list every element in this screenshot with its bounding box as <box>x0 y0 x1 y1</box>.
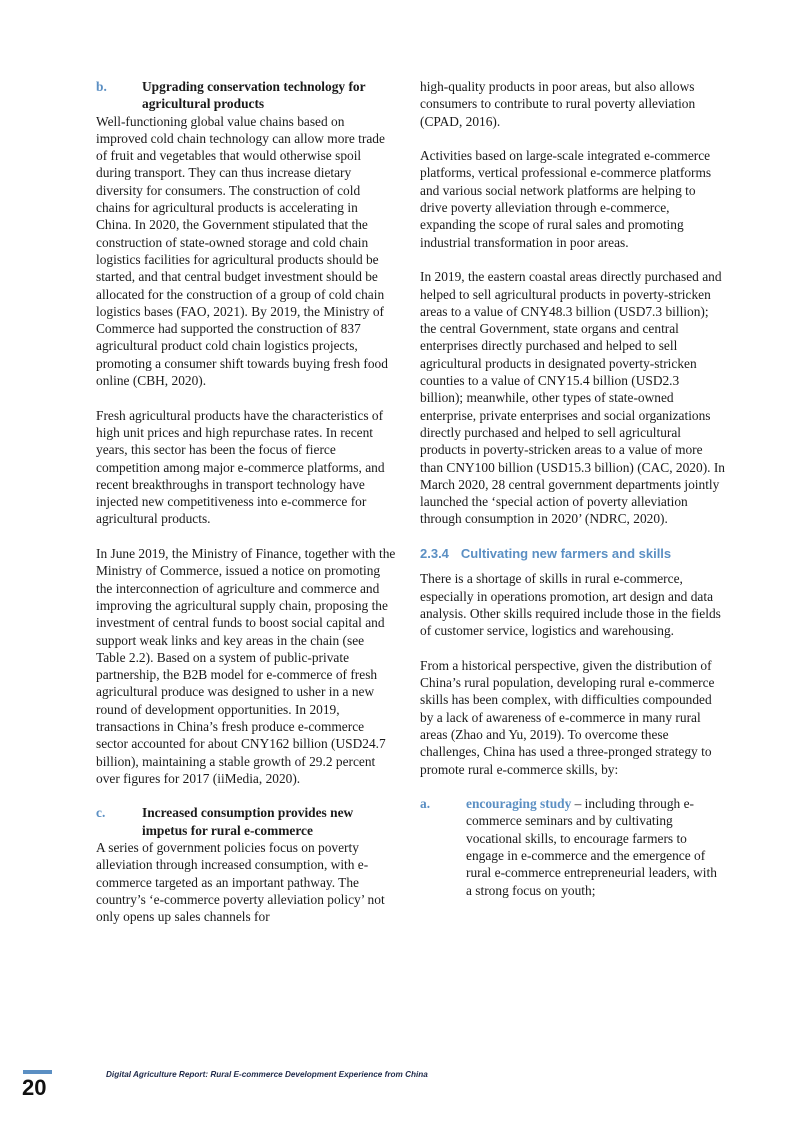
list-item <box>420 795 725 899</box>
section-b-title: Upgrading conservation technology for agricultural products <box>142 79 366 112</box>
paragraph: Fresh agricultural products have the characteristics of high unit prices and high repurchase rates. In recent years, this sector has been the focus of fierce competition among major e-commerce platforms, and recent breakthroughs in transport technology have injected new competitiveness into e-commerce for agricultural products. <box>96 407 385 527</box>
paragraph: In 2019, the eastern coastal areas directly purchased and helped to sell agricultural products in poverty-stricken areas to a value of CNY48.3 billion (USD7.3 billion); the central Government, state organs and central enterprises directly purchased and helped to sell agricultural products in designated poverty-stricken counties to a value of CNY15.4 billion (USD2.3 billion); meanwhile, other types of state-owned enterprise, private enterprises and social organizations directly purchased and helped to sell agricultural products in poverty-stricken areas to a value of more than CNY100 billion (USD15.3 billion) (CAC, 2020). In March 2020, 28 central government departments jointly launched the ‘special action of poverty alleviation through consumption in 2020’ (NDRC, 2020). <box>420 269 726 527</box>
section-title: Cultivating new farmers and skills <box>460 546 672 562</box>
section-b-heading <box>96 78 396 113</box>
section-number: 2.3.4 <box>420 546 449 562</box>
list-item-lead: encouraging study <box>466 796 572 812</box>
section-c-letter: c. <box>96 805 106 821</box>
paragraph: Well-functioning global value chains based on improved cold chain technology can allow more trade of fruit and vegetables that would otherwise spoil during transport. They can thus increase dietary diversity for consumers. The construction of cold chains for agricultural products is accelerating in China. In 2020, the Government stipulated that the construction of state-owned storage and cold chain logistics facilities for agricultural products should be started, and that central budget investment should be allocated for the construction of a group of cold chain logistics bases (FAO, 2021). By 2019, the Ministry of Commerce had supported the construction of 837 agricultural product cold chain logistics projects, promoting a consumer shift towards buying fresh food online (CBH, 2020). <box>96 113 388 389</box>
paragraph: In June 2019, the Ministry of Finance, together with the Ministry of Commerce, issued a notice on promoting the interconnection of agriculture and commerce and improving the agricultural supply chain, proposing the investment of central funds to boost social capital and support weak links and key areas in the chain (see Table 2.2). Based on a system of public-private partnership, the B2B model for e-commerce of fresh agricultural produce was designed to usher in a new round of development opportunities. In 2019, transactions in China’s fresh produce e-commerce sector accounted for about CNY162 billion (USD24.7 billion), maintaining a stable growth of 29.2 percent over figures for 2017 (iiMedia, 2020). <box>96 546 396 786</box>
paragraph: high-quality products in poor areas, but also allows consumers to contribute to rural poverty alleviation (CPAD, 2016). <box>420 79 696 129</box>
footer-accent-bar <box>23 1070 52 1074</box>
section-c-heading <box>96 804 396 839</box>
page-number: 20 <box>22 1075 47 1100</box>
section-b-letter: b. <box>96 79 107 94</box>
paragraph: Activities based on large-scale integrated e-commerce platforms, vertical professional e-commerce platforms and various social network platforms are helping to drive poverty alleviation through e-commerce, expanding the scope of rural sales and promoting industrial transformation in poor areas. <box>420 148 712 250</box>
left-column <box>96 78 396 943</box>
footer-report-title: Digital Agriculture Report: Rural E-commerce Development Experience from China <box>106 1070 428 1079</box>
paragraph: There is a shortage of skills in rural e-commerce, especially in operations promotion, art design and data analysis. Other skills required include those in the fields of customer service, logistics and warehousing. <box>420 571 721 639</box>
list-item-text: – including through e-commerce seminars and by cultivating vocational skills, to encourage farmers to engage in e-commerce and the emergence of rural e-commerce entrepreneurial leaders, with a strong focus on youth; <box>466 796 717 898</box>
list-item-letter: a. <box>420 796 431 812</box>
paragraph: A series of government policies focus on poverty alleviation through increased consumption, with e-commerce targeted as an important pathway. The country’s ‘e-commerce poverty alleviation policy’ not only opens up sales channels for <box>96 840 385 925</box>
right-column <box>420 78 725 899</box>
section-c-title: Increased consumption provides new impetus for rural e-commerce <box>142 805 354 838</box>
paragraph: From a historical perspective, given the distribution of China’s rural population, developing rural e-commerce skills has been complex, with difficulties compounded by a lack of awareness of e-commerce in many rural areas (Zhao and Yu, 2019). To overcome these challenges, China has used a three-pronged strategy to promote rural e-commerce skills, by: <box>420 657 715 777</box>
list-item-body <box>466 795 725 899</box>
section-heading-2-3-4 <box>420 545 725 562</box>
